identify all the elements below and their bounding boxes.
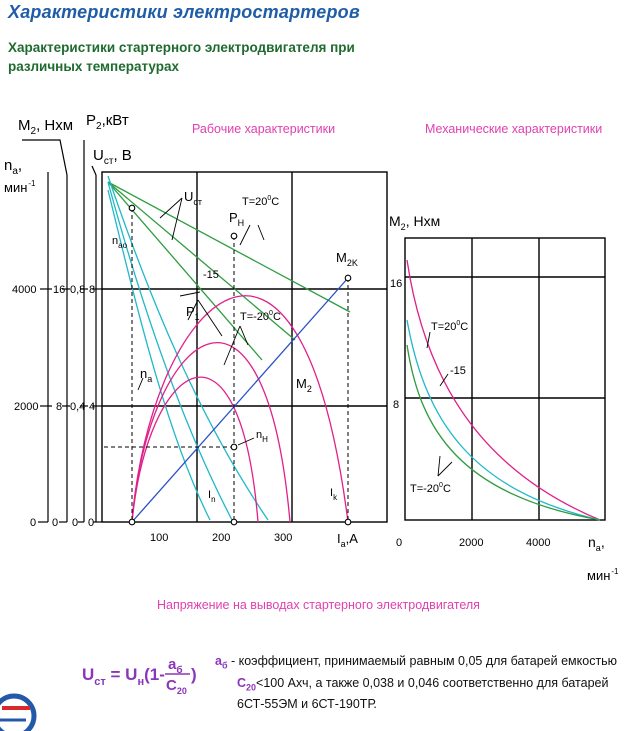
- right-y-axis-label: $M_2$, Нхм: [389, 213, 441, 232]
- ust-curve-1: [108, 182, 350, 312]
- left-y-tick-labels: [12, 284, 95, 529]
- ph-marker: [231, 233, 237, 239]
- ph-label: $P_H$: [229, 210, 245, 228]
- m2-curve-label: $M_2$: [296, 376, 312, 394]
- m15-label: -15: [203, 269, 219, 281]
- explanation-line-3: 6СТ-55ЭМ и 6СТ-190ТР.: [237, 697, 377, 711]
- t20-label: $T=20^0C$: [242, 195, 280, 208]
- right-x-tick-4000: 4000: [526, 537, 551, 549]
- p2-curve-t20: [132, 296, 348, 522]
- p2-axis-label: $P_2,кВт$: [86, 112, 129, 132]
- nao-marker: [129, 205, 135, 211]
- p1-label: $P_1$: [186, 304, 200, 322]
- n-tick-0: 0: [30, 517, 37, 529]
- m-tick-8: 8: [56, 401, 63, 413]
- right-x-axis-label: $n_а$,: [588, 534, 605, 553]
- nao-label: $n_{ao}$: [112, 235, 128, 250]
- mech-t20-label: $T=20^0C$: [431, 320, 469, 333]
- ia-axis-label: $I_а,A$: [337, 531, 358, 549]
- na-axis-label: $n_а$,: [4, 157, 23, 177]
- right-x-tick-labels: [459, 537, 550, 549]
- right-chart: [389, 122, 619, 583]
- tm20-label: $T=-20^0C$: [240, 310, 281, 323]
- caption: Напряжение на выводах стартерного электродвигателя: [157, 598, 480, 612]
- m2k-marker: [345, 275, 351, 281]
- right-chart-heading: Механические характеристики: [425, 122, 603, 136]
- u-tick-4: 4: [89, 401, 96, 413]
- right-x-axis-unit: мин$^{-1}$: [587, 567, 619, 583]
- x-tick-100: 100: [150, 532, 169, 544]
- svg-text:Uст = Uн(1-: $U_{ст} = U_н(1-$: [82, 665, 165, 688]
- m2-axis-label: $M_2$, Нхм: [18, 117, 74, 137]
- ust-axis-label: $U_{ст}$, В: [93, 147, 132, 167]
- origin-marker: [129, 519, 135, 525]
- x-tick-200: 200: [212, 532, 231, 544]
- nh-marker: [231, 444, 237, 450]
- na-curve-3: [108, 190, 210, 520]
- page-title: Характеристики электростартеров: [8, 2, 360, 22]
- right-y-tick-labels: [390, 278, 402, 549]
- m-tick-16: 16: [53, 284, 66, 296]
- ik-marker: [345, 519, 351, 525]
- explanation-line-2: $C_{20}<100$ Ахч, а также 0,038 и 0,046 соответственно для батарей: [237, 675, 609, 692]
- in-marker: [231, 519, 237, 525]
- na-axis-unit: мин$^{-1}$: [4, 179, 36, 195]
- left-x-tick-labels: [150, 532, 292, 544]
- left-y-scales: [22, 140, 102, 522]
- n-tick-2000: 2000: [14, 401, 39, 413]
- m2-bracket: [22, 140, 67, 175]
- right-grid: [405, 238, 605, 520]
- left-chart-heading: Рабочие характеристики: [192, 122, 336, 136]
- u-tick-8: 8: [89, 284, 96, 296]
- explanation-line-1: $a_б$ - коэффициент, принимаемый равным 0,05 для батарей емкостью: [215, 654, 618, 671]
- in-label: $I_n$: [208, 489, 216, 504]
- left-chart: [4, 112, 387, 549]
- u-bracket: [92, 166, 96, 175]
- na-curve-2: [108, 182, 232, 520]
- m-tick-0: 0: [52, 517, 59, 529]
- right-grid-frame: [405, 238, 605, 520]
- coefficient-explanation: [215, 653, 635, 713]
- x-tick-300: 300: [274, 532, 293, 544]
- page-subtitle: Характеристики стартерного электродвигателя при различных температурах: [8, 40, 355, 74]
- m2k-label: $M_{2K}$: [336, 250, 358, 268]
- p-tick-04: 0,4: [70, 401, 86, 413]
- ust-curve-label: $U_{ст}$: [184, 189, 203, 207]
- right-x-tick-2000: 2000: [459, 537, 484, 549]
- p-tick-08: 0,8: [70, 284, 86, 296]
- right-y-tick-16: 16: [390, 278, 403, 290]
- mech-m15-label: -15: [450, 365, 466, 377]
- na-curve-label: $n_a$: [140, 366, 153, 384]
- svg-text:): ): [191, 665, 197, 684]
- right-leaders: [427, 332, 452, 476]
- svg-text:aб: $a_б$: [168, 656, 183, 676]
- right-y-tick-0: 0: [396, 537, 403, 549]
- university-logo-icon: [0, 696, 34, 731]
- n-tick-4000: 4000: [12, 284, 37, 296]
- voltage-formula: [82, 656, 197, 696]
- svg-text:C20: $C_{20}$: [166, 677, 187, 696]
- mech-tm20-label: $T=-20^0C$: [410, 482, 451, 495]
- nh-label: $n_H$: [256, 429, 268, 444]
- ik-label: $I_k$: [330, 487, 338, 502]
- p-tick-0: 0: [72, 517, 79, 529]
- right-y-tick-8: 8: [393, 399, 400, 411]
- u-tick-0: 0: [88, 517, 95, 529]
